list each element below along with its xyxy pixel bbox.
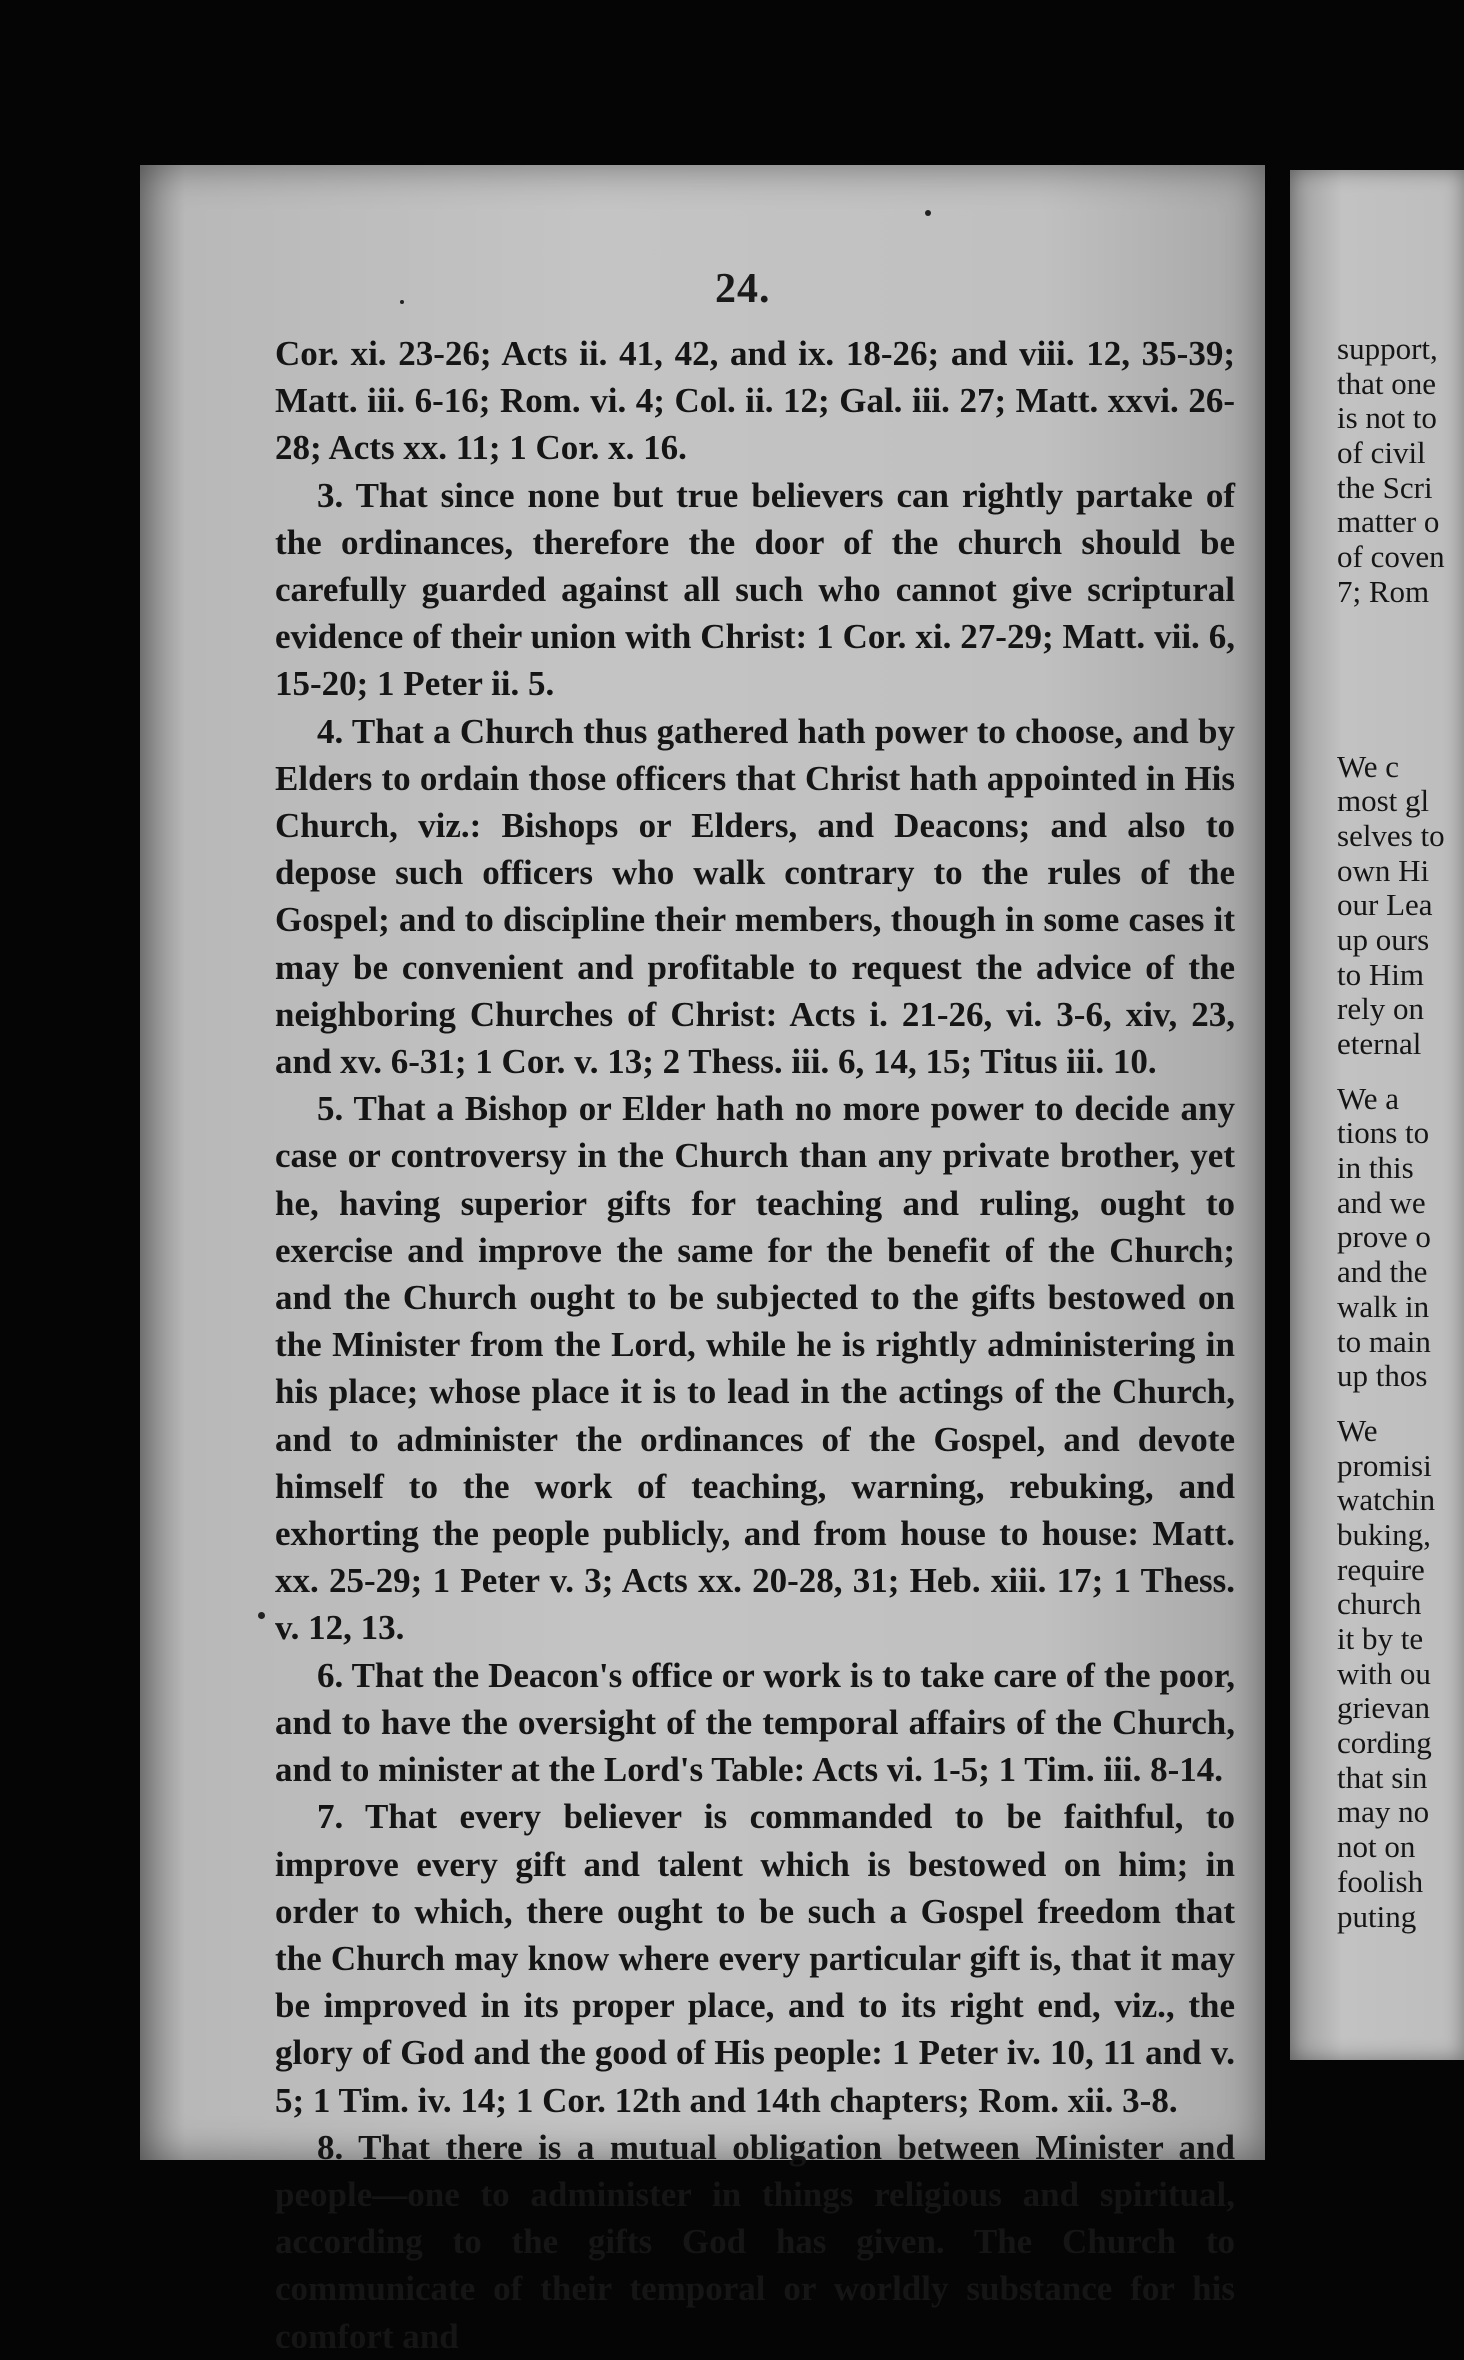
- side-line: grievan: [1337, 1690, 1430, 1726]
- side-line: own Hi: [1337, 852, 1430, 888]
- side-line: it by te: [1337, 1621, 1424, 1656]
- side-line: and the: [1337, 1254, 1428, 1290]
- side-line: in this: [1337, 1150, 1414, 1186]
- side-line: foolish: [1337, 1863, 1424, 1899]
- side-line: We c: [1337, 748, 1400, 784]
- side-line: selves to: [1337, 817, 1445, 853]
- paragraph-8: 8. That there is a mutual obligation between Minister and people—one to administer in things religious and spiritual, according to the gifts God has given. The Church to communicate of their temporal or worldly substance for his comfort and: [275, 2127, 1235, 2356]
- page-body-text: [275, 330, 1235, 2360]
- side-line: 7; Rom: [1337, 573, 1430, 609]
- side-line: most gl: [1337, 783, 1430, 819]
- side-line: We a: [1337, 1080, 1400, 1116]
- side-line: tions to: [1337, 1115, 1430, 1151]
- side-line: church: [1337, 1586, 1422, 1622]
- side-line: with ou: [1337, 1655, 1431, 1691]
- side-line: eternal: [1337, 1026, 1422, 1061]
- side-line: to main: [1337, 1323, 1431, 1359]
- side-line: the Scri: [1337, 469, 1433, 505]
- side-line: support,: [1337, 331, 1438, 366]
- side-line: matter o: [1337, 504, 1440, 540]
- paragraph-7: 7. That every believer is commanded to be faithful, to improve every gift and talent which is bestowed on him; in order to which, there ought to be such a Gospel freedom that the Church may know where every particular gift is, that it may be improved in its proper place, and to its right end, viz., the glory of God and the good of His people: 1 Peter iv. 10, 11 and v. 5; 1 Tim. iv. 14; 1 Cor. 12th and 14th chapters; Rom. xii. 3-8.: [275, 1797, 1235, 2120]
- side-line: We: [1337, 1412, 1378, 1448]
- side-line: of civil: [1337, 435, 1426, 471]
- side-line: up thos: [1337, 1358, 1428, 1394]
- side-line: require: [1337, 1551, 1425, 1587]
- paragraph-3: 3. That since none but true believers can rightly partake of the ordinances, therefore the door of the church should be carefully guarded against all such who cannot give scriptural evidence of their union with Christ: 1 Cor. xi. 27-29; Matt. vii. 6, 15-20; 1 Peter ii. 5.: [275, 475, 1235, 704]
- side-spacer: [1337, 1062, 1445, 1082]
- side-spacer: [1337, 1394, 1445, 1414]
- side-line: may no: [1337, 1794, 1430, 1830]
- side-line: promisi: [1337, 1447, 1432, 1483]
- side-line: not on: [1337, 1829, 1416, 1865]
- side-line: to Him: [1337, 956, 1424, 992]
- paragraph-6: 6. That the Deacon's office or work is to take care of the poor, and to have the oversight of the temporal affairs of the Church, and to minister at the Lord's Table: Acts vi. 1-5; 1 Tim. iii. 8-14.: [275, 1655, 1235, 1790]
- ink-speck: [925, 210, 931, 216]
- side-line: watchin: [1337, 1482, 1436, 1518]
- ink-speck: [258, 1612, 265, 1619]
- ink-speck: [400, 300, 404, 304]
- side-spacer: [1337, 610, 1445, 750]
- side-line: of coven: [1337, 539, 1445, 575]
- page-number: 24.: [715, 266, 771, 312]
- paragraph-5: 5. That a Bishop or Elder hath no more power to decide any case or controversy in the Church than any private brother, yet he, having superior gifts for teaching and ruling, ought to exercise and improve the same for the benefit of the Church; and the Church ought to be subjected to the gifts bestowed on the Minister from the Lord, while he is rightly administering in his place; whose place it is to lead in the actings of the Church, and to administer the ordinances of the Gospel, and devote himself to the work of teaching, warning, rebuking, and exhorting the people publicly, and from house to house: Matt. xx. 25-29; 1 Peter v. 3; Acts xx. 20-28, 31; Heb. xiii. 17; 1 Thess. v. 12, 13.: [275, 1089, 1235, 1648]
- side-line: that sin: [1337, 1759, 1428, 1795]
- side-line: rely on: [1337, 991, 1424, 1027]
- side-line: puting: [1337, 1898, 1417, 1934]
- side-line: that one: [1337, 365, 1436, 401]
- side-line: is not to: [1337, 400, 1437, 436]
- paragraph-continuation: Cor. xi. 23-26; Acts ii. 41, 42, and ix. 18-26; and viii. 12, 35-39; Matt. iii. 6-16; Rom. vi. 4; Col. ii. 12; Gal. iii. 27; Matt. xxvi. 26-28; Acts xx. 11; 1 Cor. x. 16.: [275, 334, 1235, 468]
- side-line: our Lea: [1337, 887, 1433, 923]
- side-line: buking,: [1337, 1516, 1431, 1552]
- side-line: and we: [1337, 1184, 1426, 1220]
- side-line: prove o: [1337, 1219, 1431, 1255]
- side-line: walk in: [1337, 1288, 1430, 1324]
- side-line: up ours: [1337, 921, 1430, 957]
- side-line: cording: [1337, 1725, 1432, 1761]
- paragraph-4: 4. That a Church thus gathered hath power to choose, and by Elders to ordain those officers that Christ hath appointed in His Church, viz.: Bishops or Elders, and Deacons; and also to depose such officers who walk contrary to the rules of the Gospel; and to discipline their members, though in some cases it may be convenient and profitable to request the advice of the neighboring Churches of Christ: Acts i. 21-26, vi. 3-6, xiv, 23, and xv. 6-31; 1 Cor. v. 13; 2 Thess. iii. 6, 14, 15; Titus iii. 10.: [275, 711, 1235, 1082]
- facing-page-fragments: [1337, 332, 1445, 1934]
